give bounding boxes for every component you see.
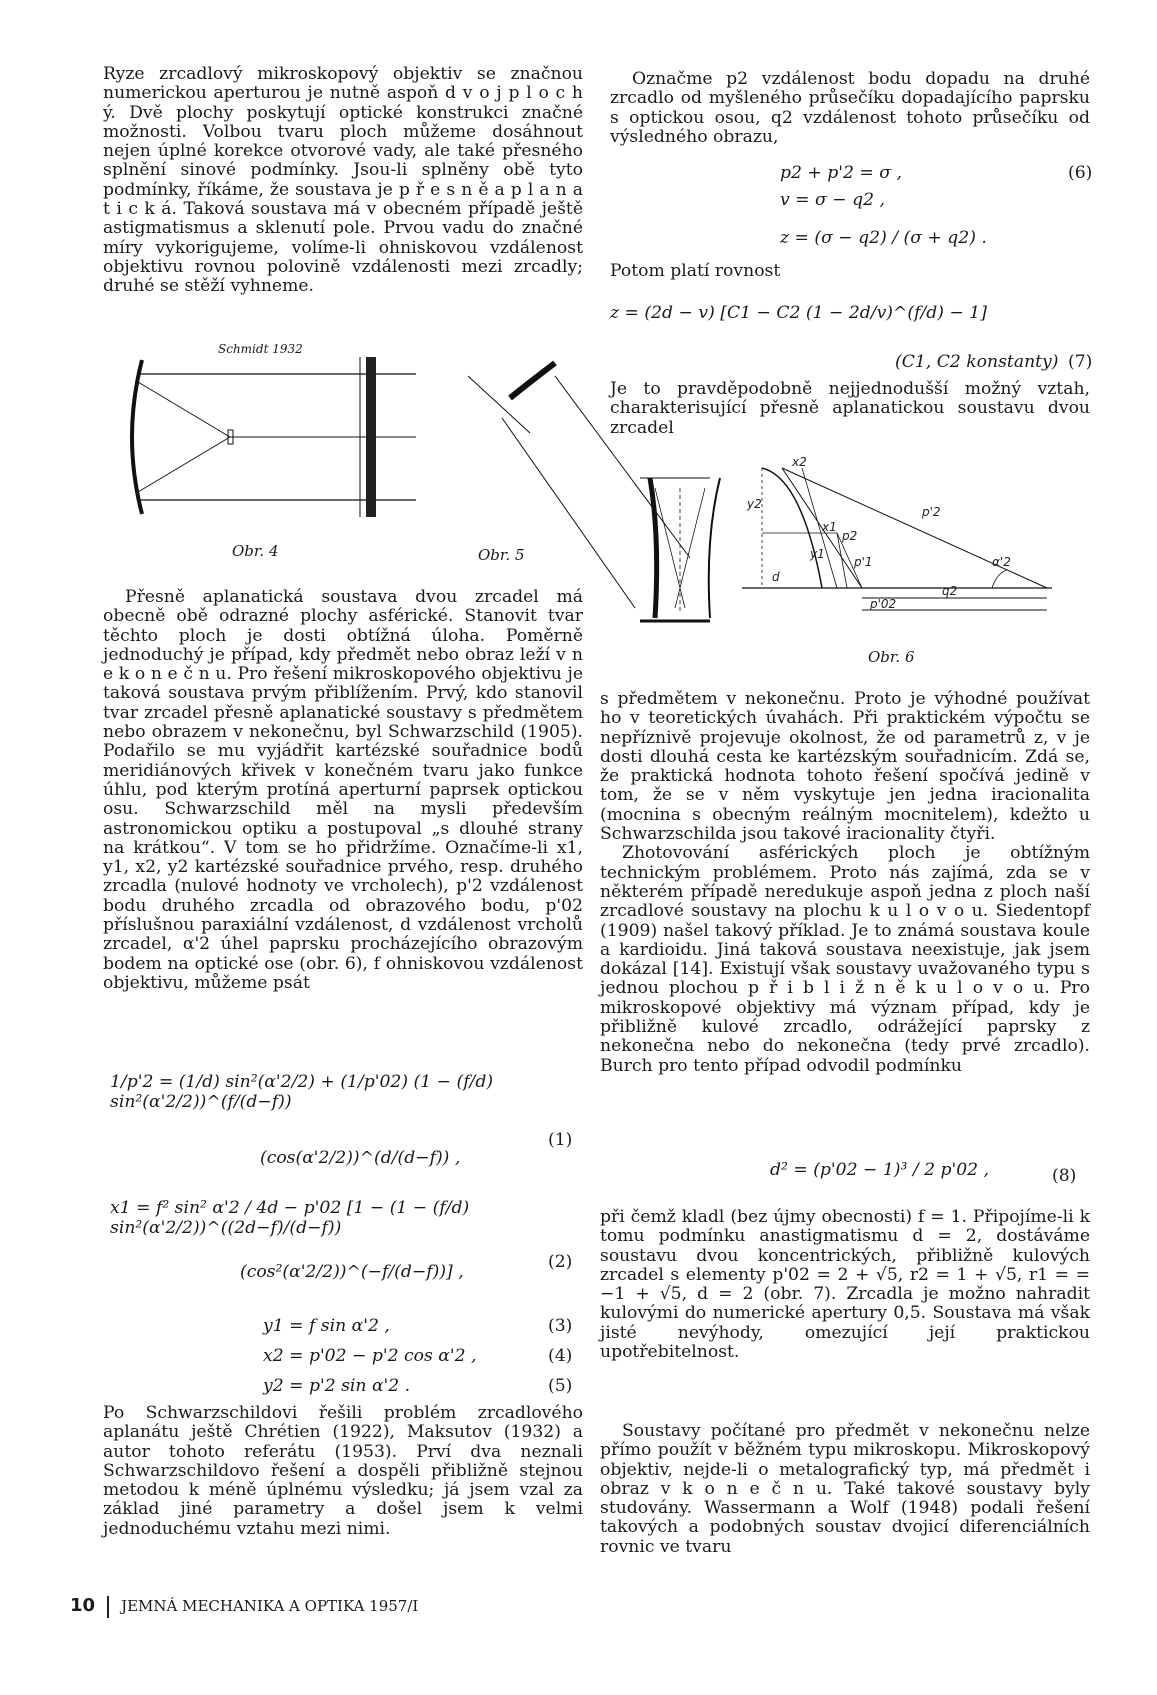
equation-number-6: (6) — [1068, 163, 1093, 183]
equation-2-line1: x1 = f² sin² α'2 / 4d − p'02 [1 − (1 − (f/d) sin²(α'2/2))^((2d−f)/(d−f)) — [110, 1198, 470, 1238]
fig6-diagram — [742, 455, 1052, 618]
equation-number-8: (8) — [1052, 1166, 1077, 1186]
fig6-label-x2: x2 — [792, 455, 807, 469]
equation-number-5: (5) — [548, 1376, 573, 1396]
left-column-intro — [103, 65, 583, 297]
page-number: 10 — [70, 1595, 96, 1616]
right-column-main — [600, 690, 1090, 1076]
equation-1-line1: 1/p'2 = (1/d) sin²(α'2/2) + (1/p'02) (1 − (f/d) sin²(α'2/2))^(f/(d−f)) — [110, 1072, 494, 1112]
finite-paragraph: Soustavy počítané pro předmět v nekonečnu nelze přímo použít v běžném typu mikroskopu. Mikroskopový objektiv, nejde-li o metalografický typ, má předmět i obraz v k o n e č n u. Také takové soustavy byly studovány. Wassermann a Wolf (1948) podali řešení takových a podobných soustav dvojicí diferenciálních rovnic ve tvaru — [600, 1421, 1090, 1557]
equation-2-line2: (cos²(α'2/2))^(−f/(d−f))] , — [240, 1262, 464, 1282]
equation-4: x2 = p'02 − p'2 cos α'2 , — [263, 1346, 477, 1366]
equation-3: y1 = f sin α'2 , — [263, 1316, 390, 1336]
fig4-annotation: Schmidt 1932 — [218, 342, 303, 356]
equation-6c: z = (σ − q2) / (σ + q2) . — [780, 228, 987, 248]
potom-text: Potom platí rovnost — [610, 261, 781, 281]
fig6-caption: Obr. 6 — [868, 648, 915, 666]
fig6-label-p02: p'02 — [870, 597, 897, 611]
fig6-label-p2: p2 — [842, 529, 858, 543]
equation-number-4: (4) — [548, 1346, 573, 1366]
right-column-definitions — [610, 70, 1090, 147]
equation-6a: p2 + p'2 = σ , — [780, 163, 902, 183]
potom-line — [610, 262, 910, 281]
fig6-label-y2: y2 — [747, 497, 762, 511]
right-paragraph-2: Zhotovování asférických ploch je obtížným technickým problémem. Proto nás zajímá, zda se v některém případě neredukuje aspoň jedna z ploch naší zrcadlové soustavy na plochu k u l o v o u. Siedentopf (1909) našel takový příklad. Je to známá soustava koule a kardioidu. Jiná taková soustava neexistuje, jak jsem dokázal [14]. Existují však soustavy uvažovaného typu s jednou plochou p ř i b l i ž n ě k u l o v o u. Pro mikroskopové objektivy má význam případ, kdy je přibližně kulové zrcadlo, odrážející paprsky z nekonečna nebo do nekonečna (tedy prvé zrcadlo). Burch pro tento případ odvodil podmínku — [600, 843, 1090, 1076]
fig4-caption: Obr. 4 — [232, 542, 279, 560]
equation-number-2: (2) — [548, 1252, 573, 1272]
fig6-label-x1: x1 — [822, 520, 837, 534]
equation-number-3: (3) — [548, 1316, 573, 1336]
fig6-label-d: d — [772, 570, 780, 584]
fig5-caption: Obr. 5 — [478, 546, 525, 564]
left-column-history — [103, 1404, 583, 1539]
fig6-label-y1: y1 — [810, 547, 825, 561]
right-paragraph-3: při čemž kladl (bez újmy obecnosti) f = 1. Připojíme-li k tomu podmínku anastigmatismu d = 2, dostáváme soustavu dvou koncentrických, přibližně kulových zrcadel s elementy p'02 = 2 + √5, r2 = 1 + √5, r1 = = −1 + √5, d = 2 (obr. 7). Zrcadla je možno nahradit kulovými do numerické apertury 0,5. Soustava má však jisté nevýhody, omezující její praktickou upotřebitelnost. — [600, 1207, 1090, 1363]
fig6-label-p1: p'1 — [854, 555, 873, 569]
history-paragraph: Po Schwarzschildovi řešili problém zrcadlového aplanátu ještě Chrétien (1922), Maksutov (1932) a autor tohoto referátu (1953). Prví dva neznali Schwarzschildovo řešení a dospěli přibližně stejnou metodou k méně úplnému výsledku; já jsem vzal za základ jiné parametry a došel jsem k velmi jednoduchému vztahu mezi nimi. — [103, 1403, 583, 1539]
page-footer — [70, 1595, 418, 1618]
schwarzschild-paragraph: Přesně aplanatická soustava dvou zrcadel má obecně obě odrazné plochy asférické. Stanovit tvar těchto ploch je dosti obtížná úloha. Poměrně jednoduchý je případ, kdy předmět nebo obraz leží v n e k o n e č n u. Pro řešení mikroskopového objektivu je taková soustava prvým přiblížením. Prvý, kdo stanovil tvar zrcadel přesně aplanatické soustavy s předmětem nebo obrazem v nekonečnu, byl Schwarzschild (1905). Podařilo se mu vyjádřit kartézské souřadnice bodů meridiánových křivek v konečném tvaru jako funkce úhlu, pod kterým protíná aperturní paprsek optickou osu. Schwarzschild měl na mysli především astronomickou optiku a postupoval „s dlouhé strany na krátkou“. V tom se ho přidržíme. Označíme-li x1, y1, x2, y2 kartézské souřadnice prvého, resp. druhého zrcadla (nulové hodnoty ve vrcholech), p'2 vzdálenost bodu druhého zrcadla od obrazového bodu, p'02 příslušnou paraxiální vzdálenost, d vzdálenost vrcholů zrcadel, α'2 úhel paprsku procházejícího obrazovým bodem na optické ose (obr. 6), f ohniskovou vzdálenost objektivu, můžeme psát — [103, 587, 583, 993]
definitions-paragraph: Označme p2 vzdálenost bodu dopadu na druhé zrcadlo od myšleného průsečíku dopadajícího paprsku s optickou osou, q2 vzdálenost tohoto průsečíku od výsledného obrazu, — [610, 69, 1090, 147]
equation-5: y2 = p'2 sin α'2 . — [263, 1376, 411, 1396]
footer-divider — [107, 1596, 109, 1618]
right-column-finite — [600, 1422, 1090, 1557]
after-eq7-text: Je to pravděpodobně nejjednodušší možný vztah, charakterisující přesně aplanatickou soustavu dvou zrcadel — [610, 379, 1090, 438]
left-column-schwarzschild — [103, 588, 583, 993]
equation-7: z = (2d − v) [C1 − C2 (1 − 2d/v)^(f/d) − 1] — [610, 303, 987, 323]
equation-number-7: (7) — [1068, 352, 1093, 372]
equation-7-note: (C1, C2 konstanty) — [895, 352, 1059, 372]
right-column-anastigmat — [600, 1208, 1090, 1362]
equation-1-line2: (cos(α'2/2))^(d/(d−f)) , — [260, 1148, 461, 1168]
fig4-diagram — [120, 352, 420, 522]
fig6-label-q2: q2 — [942, 584, 958, 598]
equation-8: d² = (p'02 − 1)³ / 2 p'02 , — [770, 1160, 990, 1180]
right-after-eq7 — [610, 380, 1090, 438]
equation-6b: v = σ − q2 , — [780, 190, 885, 210]
right-paragraph-1: s předmětem v nekonečnu. Proto je výhodné používat ho v teoretických úvahách. Při praktickém výpočtu se nepříznivě projevuje okolnost, že od parametrů z, v je dosti dlouhá cesta ke kartézským souřadnicím. Zdá se, že praktická hodnota tohoto řešení spočívá jedině v tom, že se v něm vyskytuje jen jedna iracionalita (mocnina s obecným reálným mocnitelem), kdežto u Schwarzschilda jsou takové iracionality čtyři. — [600, 689, 1090, 845]
intro-paragraph: Ryze zrcadlový mikroskopový objektiv se značnou numerickou aperturou je nutně aspoň d v o j p l o c h ý. Dvě plochy poskytují optické konstrukci značné možnosti. Volbou tvaru ploch můžeme dosáhnout nejen úplné korekce otvorové vady, ale také přesného splnění sinové podmínky. Jsou-li splněny obě tyto podmínky, říkáme, že soustava je p ř e s n ě a p l a n a t i c k á. Taková soustava má v obecném případě ještě astigmatismus a sklenutí pole. Prvou vadu do značné míry vykorigujeme, volíme-li ohniskovou vzdálenost objektivu rovnou polovině vzdálenosti mezi zrcadly; druhé se stěží vyhneme. — [103, 64, 583, 297]
journal-title: JEMNÁ MECHANIKA A OPTIKA 1957/I — [121, 1597, 419, 1615]
equation-number-1: (1) — [548, 1130, 573, 1150]
fig6-label-alpha: α'2 — [992, 555, 1011, 569]
fig6-label-p2prime: p'2 — [922, 505, 941, 519]
